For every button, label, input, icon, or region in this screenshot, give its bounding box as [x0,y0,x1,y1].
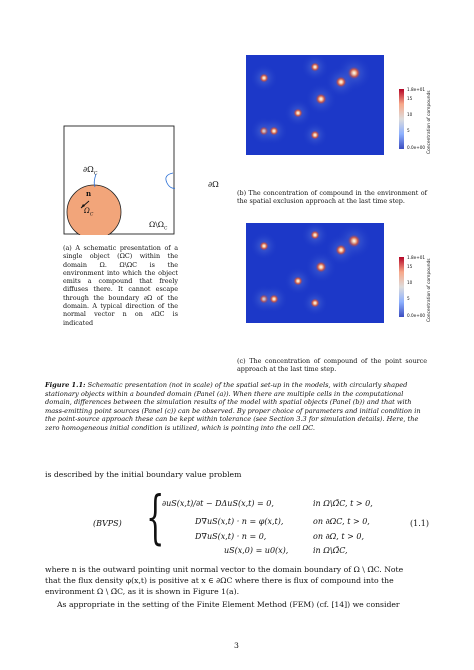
panel-b-heatmap [246,55,384,155]
label-normal: n [86,189,92,198]
equation-row-2-lhs: D∇uS(x,t) · n = φ(x,t), [195,517,284,526]
panel-a-caption: (a) A schematic presentation of a single object (ΩC) within the domain Ω. Ω\ΩC is the environment into which the object emits a compound that freely diffuses there. It cannot escape through the boundary ∂Ω of the domain. A typical direction of the normal vector n on ∂ΩC is indicated [63,244,178,327]
equation-row-2-cond: on ∂ΩC, t > 0, [313,517,370,526]
colorbar-b-min: 0.0e+00 [407,145,426,150]
equation-row-1-cond: in Ω\Ω̄C, t > 0, [313,499,373,508]
colorbar-b-10: 10 [407,112,413,117]
label-boundary: ∂Ω [208,180,219,189]
heatmap-c [246,223,384,323]
colorbar-c-min: 0.0e+00 [407,313,426,318]
paragraph-1-line-2: that the flux density φ(x,t) is positive at x ∈ ∂ΩC where there is flux of compound into the [45,576,394,585]
equation-row-4-cond: in Ω\Ω̄C, [313,546,348,555]
equation-row-1-lhs: ∂uS(x,t)/∂t − DΔuS(x,t) = 0, [162,499,274,508]
heatmap-b [246,55,384,155]
colorbar-c-15: 15 [407,264,413,269]
colorbar-c [399,257,404,317]
label-complement: $\Omega\backslash\Omega_C$ [149,220,168,232]
panel-c-caption: (c) The concentration of compound of the point source approach at the last time step. [237,357,427,374]
equation-label: (BVPS) [93,519,122,528]
colorbar-b-15: 15 [407,96,413,101]
figure-caption-text: Schematic presentation (not in scale) of the spatial set-up in the models, with circularly shaped stationary objects within a bounded domain (Panel (a)). When there are multiple cells in the computational domain, differences between the simulation results of the model with spatial objects (Panel (b)) and that with mass-emitting point sources (Panel (c)) can be observed. By proper choice of parameters and initial condition in the point-source approach these can be kept within tolerance (see Section 3.3 for simulation details). Here, the zero homogeneous initial condition is utilized, which is pointing into the cell ΩC. [45,381,421,432]
paragraph-1-line-3: environment Ω \ Ω̄C, as it is shown in Figure 1(a). [45,587,240,596]
equation-number: (1.1) [410,519,429,528]
paragraph-2: As appropriate in the setting of the Finite Element Method (FEM) (cf. [14]) we consider [57,600,400,609]
colorbar-c-max: 1.8e+01 [407,255,426,260]
equation-brace: { [146,483,165,551]
colorbar-b-max: 1.8e+01 [407,87,426,92]
equation-row-4-lhs: uS(x,0) = u0(x), [224,546,289,555]
colorbar-b-title: Concentration of compounds [427,90,432,154]
label-boundary-c: $\partial\Omega_C$ [83,165,98,177]
equation-row-3-cond: on ∂Ω, t > 0, [313,532,365,541]
domain-schematic [63,125,175,235]
colorbar-c-5: 5 [407,296,410,301]
cell-object [67,185,121,235]
panel-b-caption: (b) The concentration of compound in the environment of the spatial exclusion approach at the last time step. [237,189,427,206]
colorbar-c-title: Concentration of compounds [427,258,432,322]
figure-label: Figure 1.1: [45,381,86,389]
page-number: 3 [234,641,239,650]
panel-a-figure [63,125,175,235]
colorbar-b-5: 5 [407,128,410,133]
panel-c-heatmap [246,223,384,323]
colorbar-c-10: 10 [407,280,413,285]
colorbar-b [399,89,404,149]
figure-caption [45,381,430,433]
label-omega-c: $\Omega_C$ [84,207,94,218]
paragraph-1-line-1: where n is the outward pointing unit normal vector to the domain boundary of Ω \ Ω̄C. Note [45,565,404,574]
equation-row-3-lhs: D∇uS(x,t) · n = 0, [195,532,267,541]
intro-line: is described by the initial boundary value problem [45,470,242,479]
